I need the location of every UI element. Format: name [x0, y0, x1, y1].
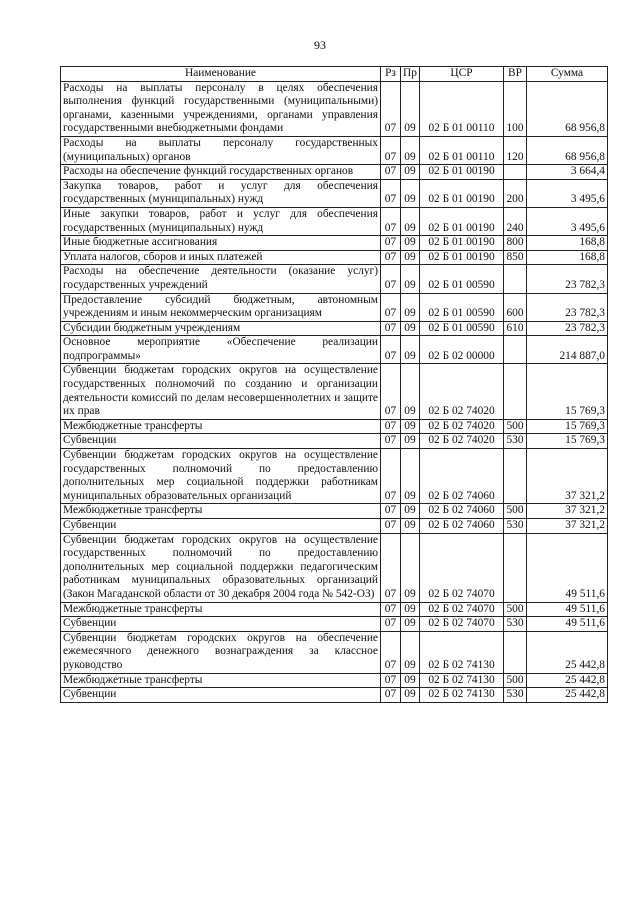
- cell-sum: 15 769,3: [527, 419, 608, 434]
- cell-pr: 09: [401, 321, 420, 336]
- cell-csr: 02 Б 02 74130: [420, 673, 504, 688]
- cell-csr: 02 Б 02 74020: [420, 434, 504, 449]
- page-number: 93: [314, 38, 326, 52]
- table-row: [61, 250, 608, 265]
- cell-csr: 02 Б 01 00190: [420, 250, 504, 265]
- cell-name: Расходы на выплаты персоналу государственных (муниципальных) органов: [61, 136, 381, 164]
- cell-vr: 500: [504, 419, 527, 434]
- table-row: [61, 136, 608, 164]
- cell-sum: 25 442,8: [527, 688, 608, 703]
- cell-csr: 02 Б 02 74060: [420, 519, 504, 534]
- cell-csr: 02 Б 02 74070: [420, 533, 504, 602]
- cell-sum: 37 321,2: [527, 504, 608, 519]
- cell-sum: 49 511,6: [527, 617, 608, 632]
- cell-name: Субвенции: [61, 434, 381, 449]
- cell-vr: [504, 533, 527, 602]
- cell-sum: 68 956,8: [527, 81, 608, 136]
- cell-sum: 25 442,8: [527, 631, 608, 673]
- cell-vr: [504, 449, 527, 504]
- cell-vr: [504, 364, 527, 419]
- cell-sum: 214 887,0: [527, 336, 608, 364]
- table-row: [61, 265, 608, 293]
- cell-pr: 09: [401, 250, 420, 265]
- cell-rz: 07: [381, 631, 401, 673]
- cell-pr: 09: [401, 236, 420, 251]
- table-row: [61, 179, 608, 207]
- cell-name: Субвенции бюджетам городских округов на осуществление государственных полномочий по созданию и организации деятельности комиссий по делам несовершеннолетних и защите их прав: [61, 364, 381, 419]
- cell-sum: 23 782,3: [527, 321, 608, 336]
- cell-rz: 07: [381, 336, 401, 364]
- cell-vr: [504, 631, 527, 673]
- cell-vr: 600: [504, 293, 527, 321]
- cell-sum: 3 664,4: [527, 165, 608, 180]
- cell-vr: 240: [504, 207, 527, 235]
- cell-sum: 3 495,6: [527, 207, 608, 235]
- cell-pr: 09: [401, 165, 420, 180]
- table-row: [61, 688, 608, 703]
- cell-csr: 02 Б 01 00590: [420, 293, 504, 321]
- cell-rz: 07: [381, 250, 401, 265]
- header-name: Наименование: [61, 67, 381, 82]
- cell-vr: 200: [504, 179, 527, 207]
- table-row: [61, 617, 608, 632]
- cell-rz: 07: [381, 207, 401, 235]
- cell-pr: 09: [401, 533, 420, 602]
- cell-name: Расходы на выплаты персоналу в целях обеспечения выполнения функций государственными (муниципальными) органами, казенными учреждениями, органами управления государственными внебюджетными фондами: [61, 81, 381, 136]
- cell-name: Закупка товаров, работ и услуг для обеспечения государственных (муниципальных) нужд: [61, 179, 381, 207]
- table-row: [61, 434, 608, 449]
- cell-pr: 09: [401, 265, 420, 293]
- cell-rz: 07: [381, 321, 401, 336]
- cell-name: Субвенции бюджетам городских округов на осуществление государственных полномочий по предоставлению дополнительных мер социальной поддержки педагогическим работникам муниципальных образовательных организаций (Закон Магаданской области от 30 декабря 2004 года № 542-ОЗ): [61, 533, 381, 602]
- cell-pr: 09: [401, 207, 420, 235]
- cell-pr: 09: [401, 631, 420, 673]
- cell-sum: 68 956,8: [527, 136, 608, 164]
- cell-name: Межбюджетные трансферты: [61, 419, 381, 434]
- cell-name: Уплата налогов, сборов и иных платежей: [61, 250, 381, 265]
- cell-vr: 500: [504, 673, 527, 688]
- cell-csr: 02 Б 02 74060: [420, 449, 504, 504]
- cell-csr: 02 Б 01 00590: [420, 321, 504, 336]
- cell-rz: 07: [381, 179, 401, 207]
- cell-rz: 07: [381, 673, 401, 688]
- cell-rz: 07: [381, 419, 401, 434]
- cell-csr: 02 Б 02 74070: [420, 602, 504, 617]
- cell-name: Субвенции: [61, 688, 381, 703]
- cell-sum: 25 442,8: [527, 673, 608, 688]
- cell-rz: 07: [381, 449, 401, 504]
- cell-csr: 02 Б 02 74020: [420, 419, 504, 434]
- cell-pr: 09: [401, 449, 420, 504]
- table-row: [61, 419, 608, 434]
- cell-name: Расходы на обеспечение деятельности (оказание услуг) государственных учреждений: [61, 265, 381, 293]
- cell-name: Межбюджетные трансферты: [61, 602, 381, 617]
- table-row: [61, 504, 608, 519]
- cell-pr: 09: [401, 419, 420, 434]
- cell-name: Иные бюджетные ассигнования: [61, 236, 381, 251]
- cell-vr: 800: [504, 236, 527, 251]
- table-row: [61, 336, 608, 364]
- cell-name: Субвенции бюджетам городских округов на обеспечение ежемесячного денежного вознаграждения за классное руководство: [61, 631, 381, 673]
- cell-sum: 3 495,6: [527, 179, 608, 207]
- cell-csr: 02 Б 02 74130: [420, 688, 504, 703]
- cell-sum: 15 769,3: [527, 364, 608, 419]
- cell-rz: 07: [381, 617, 401, 632]
- header-csr: ЦСР: [420, 67, 504, 82]
- cell-vr: 500: [504, 504, 527, 519]
- table-row: [61, 321, 608, 336]
- cell-csr: 02 Б 02 74060: [420, 504, 504, 519]
- cell-name: Предоставление субсидий бюджетным, автономным учреждениям и иным некоммерческим организациям: [61, 293, 381, 321]
- cell-rz: 07: [381, 434, 401, 449]
- cell-csr: 02 Б 01 00190: [420, 207, 504, 235]
- cell-csr: 02 Б 02 00000: [420, 336, 504, 364]
- cell-pr: 09: [401, 81, 420, 136]
- table-header-row: [61, 67, 608, 82]
- header-rz: Рз: [381, 67, 401, 82]
- budget-table: [60, 66, 608, 703]
- cell-rz: 07: [381, 81, 401, 136]
- cell-vr: [504, 336, 527, 364]
- cell-sum: 168,8: [527, 236, 608, 251]
- cell-pr: 09: [401, 336, 420, 364]
- cell-csr: 02 Б 01 00110: [420, 81, 504, 136]
- cell-name: Расходы на обеспечение функций государственных органов: [61, 165, 381, 180]
- cell-pr: 09: [401, 504, 420, 519]
- cell-rz: 07: [381, 165, 401, 180]
- table-row: [61, 165, 608, 180]
- cell-rz: 07: [381, 136, 401, 164]
- header-sum: Сумма: [527, 67, 608, 82]
- cell-vr: 530: [504, 519, 527, 534]
- table-row: [61, 364, 608, 419]
- cell-sum: 37 321,2: [527, 519, 608, 534]
- cell-sum: 168,8: [527, 250, 608, 265]
- cell-rz: 07: [381, 265, 401, 293]
- cell-csr: 02 Б 02 74070: [420, 617, 504, 632]
- cell-csr: 02 Б 01 00590: [420, 265, 504, 293]
- cell-pr: 09: [401, 179, 420, 207]
- table-row: [61, 631, 608, 673]
- cell-name: Межбюджетные трансферты: [61, 673, 381, 688]
- cell-rz: 07: [381, 519, 401, 534]
- cell-csr: 02 Б 02 74130: [420, 631, 504, 673]
- cell-pr: 09: [401, 617, 420, 632]
- cell-pr: 09: [401, 602, 420, 617]
- cell-pr: 09: [401, 673, 420, 688]
- table-row: [61, 293, 608, 321]
- cell-vr: 530: [504, 688, 527, 703]
- cell-vr: 850: [504, 250, 527, 265]
- cell-name: Иные закупки товаров, работ и услуг для обеспечения государственных (муниципальных) нужд: [61, 207, 381, 235]
- cell-vr: 610: [504, 321, 527, 336]
- cell-pr: 09: [401, 136, 420, 164]
- cell-vr: 530: [504, 617, 527, 632]
- cell-pr: 09: [401, 293, 420, 321]
- table-row: [61, 449, 608, 504]
- cell-csr: 02 Б 01 00190: [420, 165, 504, 180]
- cell-name: Субвенции бюджетам городских округов на осуществление государственных полномочий по предоставлению дополнительных мер социальной поддержки работникам муниципальных образовательных организаций: [61, 449, 381, 504]
- cell-pr: 09: [401, 434, 420, 449]
- cell-name: Субвенции: [61, 519, 381, 534]
- cell-pr: 09: [401, 364, 420, 419]
- cell-sum: 23 782,3: [527, 265, 608, 293]
- cell-rz: 07: [381, 602, 401, 617]
- cell-sum: 49 511,6: [527, 602, 608, 617]
- cell-name: Основное мероприятие «Обеспечение реализации подпрограммы»: [61, 336, 381, 364]
- cell-vr: [504, 265, 527, 293]
- cell-csr: 02 Б 01 00190: [420, 179, 504, 207]
- table-row: [61, 207, 608, 235]
- header-pr: Пр: [401, 67, 420, 82]
- header-vr: ВР: [504, 67, 527, 82]
- table-row: [61, 519, 608, 534]
- cell-rz: 07: [381, 236, 401, 251]
- cell-sum: 15 769,3: [527, 434, 608, 449]
- cell-name: Субвенции: [61, 617, 381, 632]
- table-row: [61, 602, 608, 617]
- cell-name: Межбюджетные трансферты: [61, 504, 381, 519]
- table-row: [61, 236, 608, 251]
- cell-csr: 02 Б 01 00110: [420, 136, 504, 164]
- cell-rz: 07: [381, 533, 401, 602]
- table-row: [61, 673, 608, 688]
- cell-pr: 09: [401, 688, 420, 703]
- cell-vr: 100: [504, 81, 527, 136]
- cell-pr: 09: [401, 519, 420, 534]
- cell-vr: 500: [504, 602, 527, 617]
- cell-rz: 07: [381, 688, 401, 703]
- table-row: [61, 81, 608, 136]
- cell-sum: 49 511,6: [527, 533, 608, 602]
- cell-vr: 120: [504, 136, 527, 164]
- cell-csr: 02 Б 01 00190: [420, 236, 504, 251]
- cell-csr: 02 Б 02 74020: [420, 364, 504, 419]
- cell-rz: 07: [381, 504, 401, 519]
- cell-vr: [504, 165, 527, 180]
- cell-rz: 07: [381, 364, 401, 419]
- table-row: [61, 533, 608, 602]
- cell-rz: 07: [381, 293, 401, 321]
- cell-sum: 37 321,2: [527, 449, 608, 504]
- cell-name: Субсидии бюджетным учреждениям: [61, 321, 381, 336]
- cell-sum: 23 782,3: [527, 293, 608, 321]
- cell-vr: 530: [504, 434, 527, 449]
